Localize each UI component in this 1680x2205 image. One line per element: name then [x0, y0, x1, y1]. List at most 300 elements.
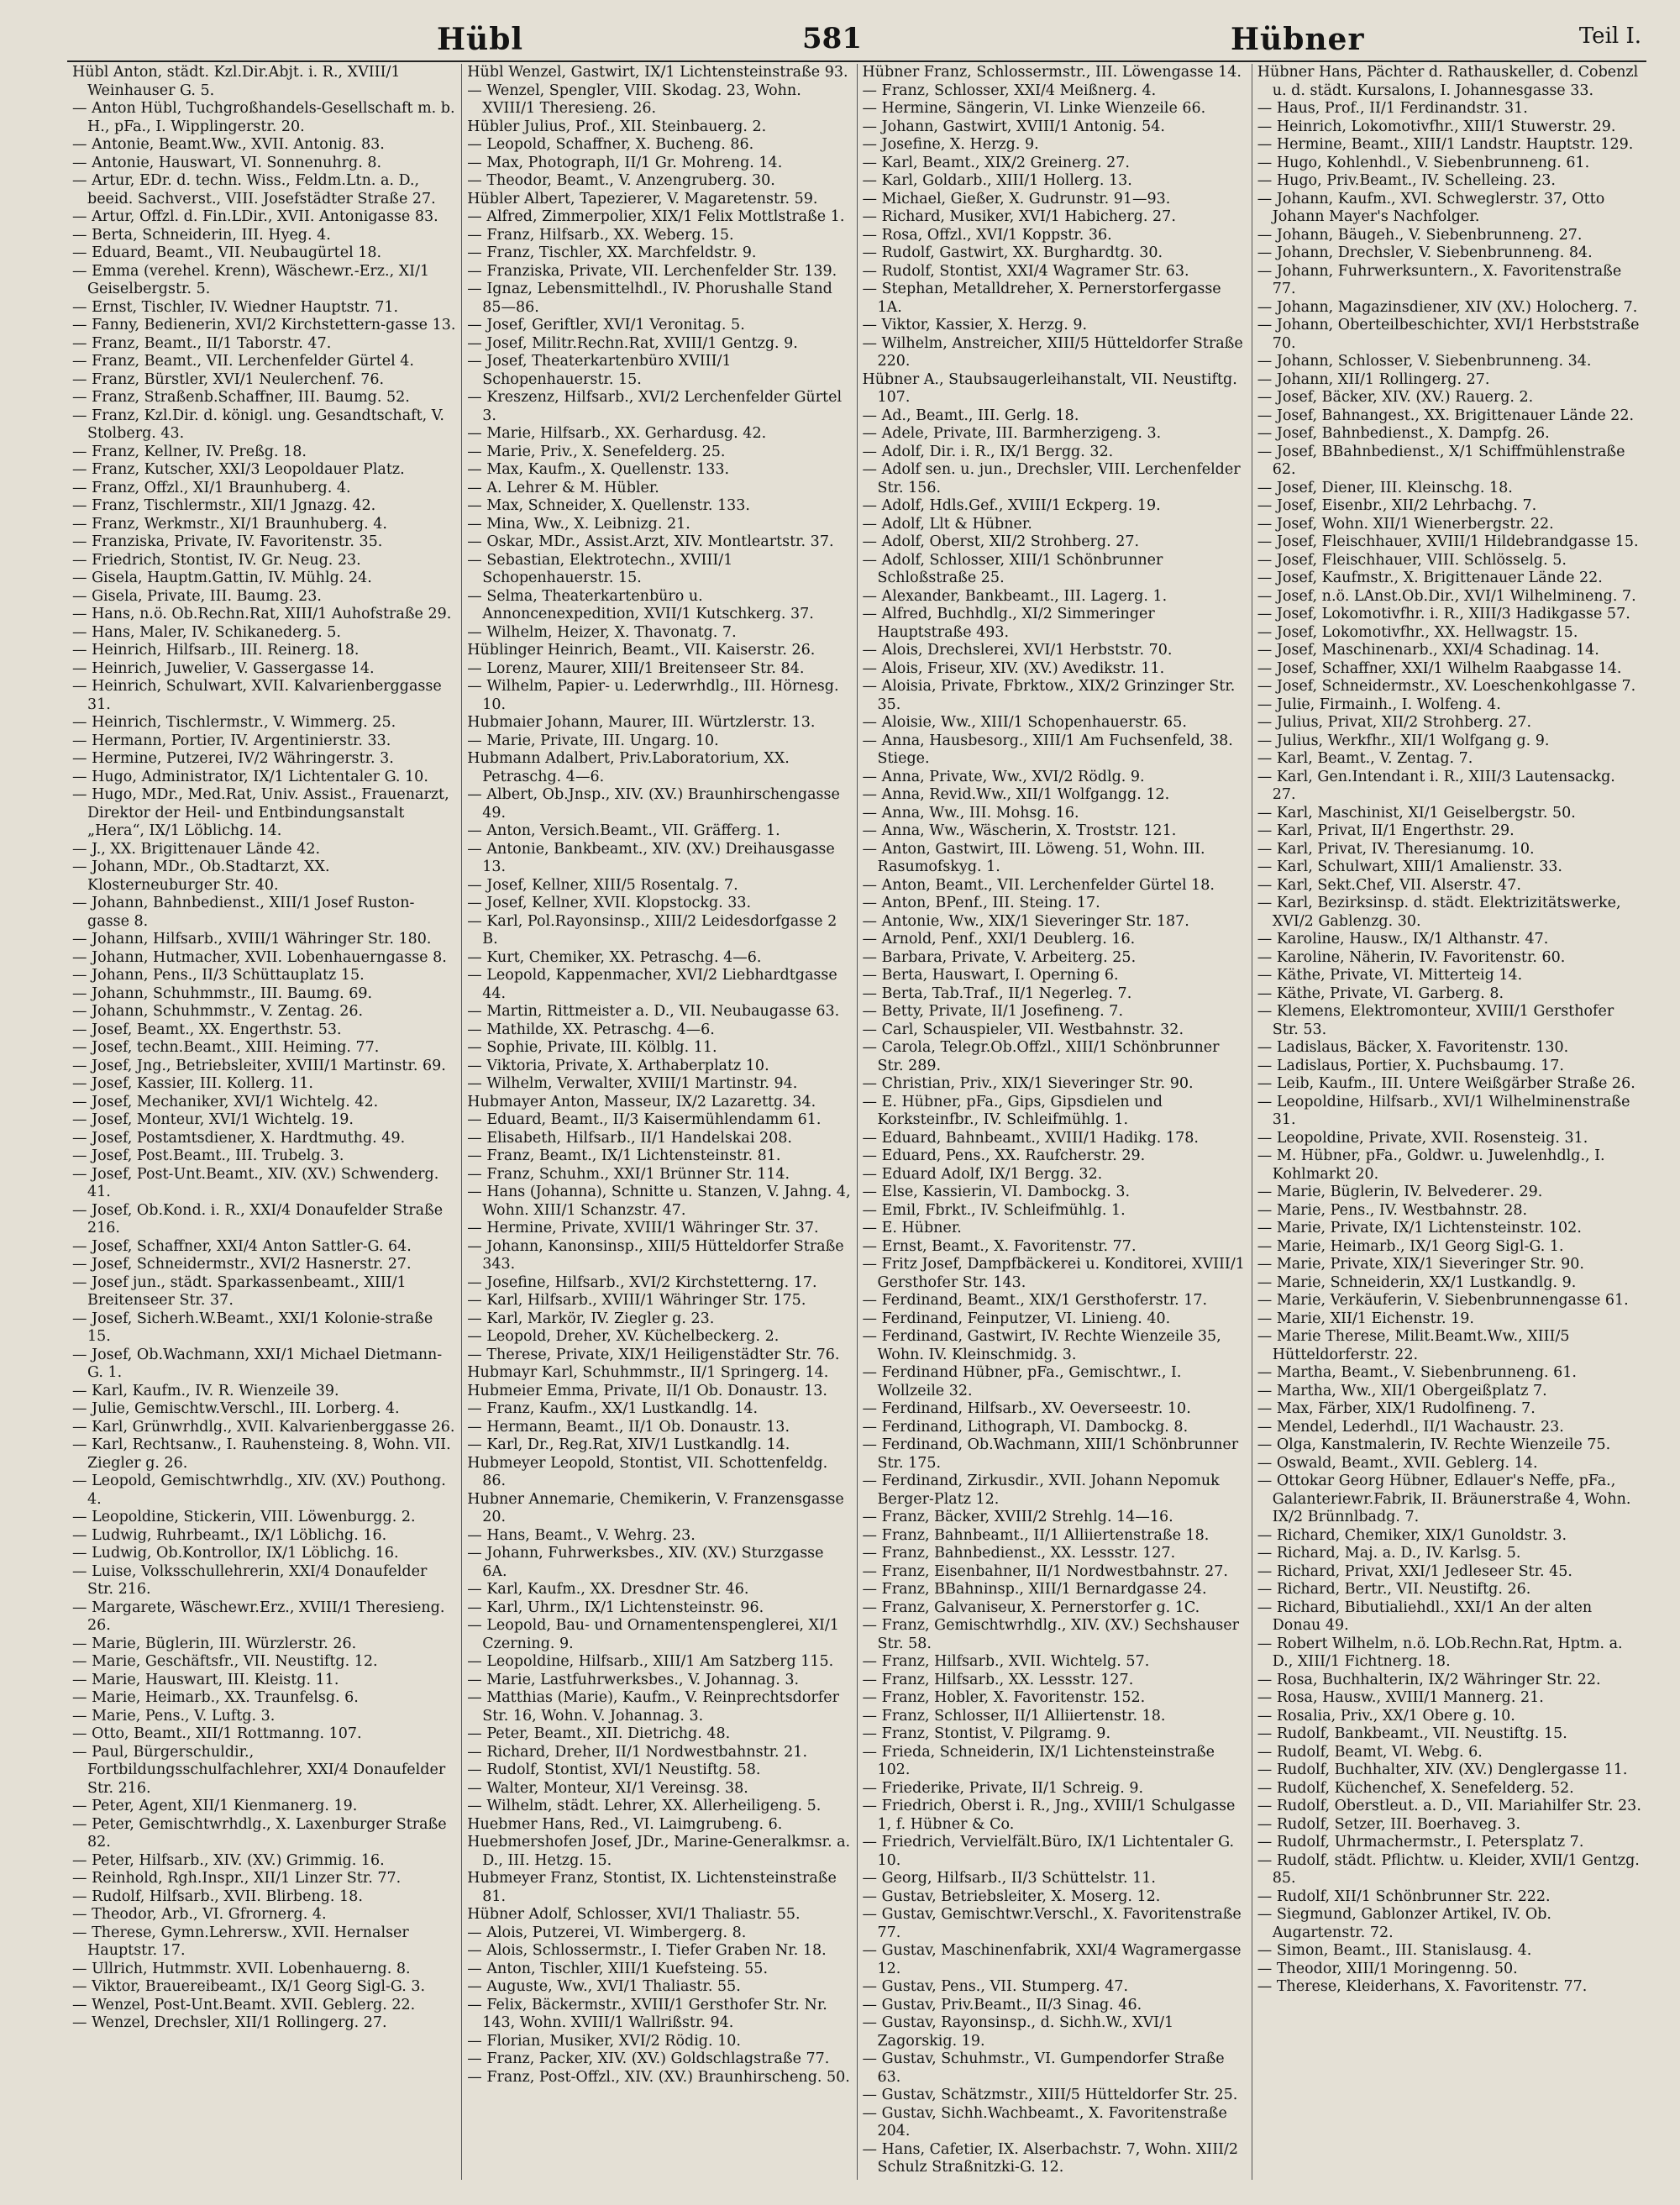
- directory-entry: — Richard, Privat, XXI/1 Jedleseer Str. 45.: [1257, 1562, 1572, 1580]
- directory-entry: — Anton, Tischler, XIII/1 Kuefsteing. 55.: [467, 1960, 769, 1977]
- directory-entry: — Theodor, Arb., VI. Gfrornerg. 4.: [72, 1906, 327, 1923]
- directory-entry: Hüblinger Heinrich, Beamt., VII. Kaiserstr. 26.: [467, 642, 816, 659]
- directory-entry: — Friedrich, Oberst i. R., Jng., XVIII/1 Schulgasse 1, f. Hübner & Co.: [862, 1798, 1236, 1833]
- directory-entry: — Franz, Bahnbedienst., XX. Lessstr. 127.: [862, 1545, 1176, 1562]
- header-part-label: Teil I.: [1578, 24, 1641, 49]
- directory-entry: — Franz, Stontist, V. Pilgramg. 9.: [862, 1725, 1111, 1742]
- directory-entry: — Johann, Gastwirt, XVIII/1 Antonig. 54.: [862, 118, 1165, 135]
- directory-entry: — Margarete, Wäschewr.Erz., XVIII/1 Theresieng. 26.: [72, 1599, 445, 1634]
- directory-entry: Hubmann Adalbert, Priv.Laboratorium, XX. Petraschg. 4—6.: [467, 750, 790, 785]
- directory-entry: — Johann, Pens., II/3 Schüttauplatz 15.: [72, 967, 365, 984]
- directory-entry: — Karl, Privat, II/1 Engerthstr. 29.: [1257, 822, 1515, 839]
- directory-entry: — Adolf sen. u. jun., Drechsler, VIII. Lerchenfelder Str. 156.: [862, 461, 1241, 496]
- directory-entry: — Marie, Verkäuferin, V. Siebenbrunnengasse 61.: [1257, 1292, 1629, 1309]
- directory-entry: — Ludwig, Ob.Kontrollor, IX/1 Löblichg. 16.: [72, 1545, 399, 1562]
- directory-entry: — Betty, Private, II/1 Josefineng. 7.: [862, 1003, 1124, 1020]
- directory-entry: — Leib, Kaufm., III. Untere Weißgärber Straße 26.: [1257, 1075, 1635, 1092]
- directory-entry: — Adolf, Hdls.Gef., XVIII/1 Eckperg. 19.: [862, 497, 1161, 514]
- directory-entry: — Marie, Lastfuhrwerksbes., V. Johannag. 3.: [467, 1671, 800, 1688]
- directory-entry: — Gustav, Priv.Beamt., II/3 Sinag. 46.: [862, 1996, 1142, 2013]
- directory-entry: — Rudolf, Gastwirt, XX. Burghardtg. 30.: [862, 244, 1163, 261]
- directory-entry: Hubmaier Johann, Maurer, III. Würtzlerstr. 13.: [467, 714, 816, 731]
- directory-entry: — Oskar, MDr., Assist.Arzt, XIV. Montleartstr. 37.: [467, 533, 834, 550]
- directory-entry: — Alexander, Bankbeamt., III. Lagerg. 1.: [862, 587, 1168, 605]
- directory-entry: — Berta, Tab.Traf., II/1 Negerleg. 7.: [862, 984, 1132, 1002]
- directory-entry: — Johann, Hutmacher, XVII. Lobenhauerngasse 8.: [72, 948, 447, 966]
- directory-entry: Hübner Franz, Schlossermstr., III. Löwengasse 14.: [862, 64, 1242, 81]
- directory-entry: — Rudolf, Beamt, VI. Webg. 6.: [1257, 1743, 1483, 1761]
- directory-entry: — Auguste, Ww., XVI/1 Thaliastr. 55.: [467, 1978, 741, 1995]
- directory-entry: — Hans (Johanna), Schnitte u. Stanzen, V. Jahng. 4, Wohn. XIII/1 Schanzstr. 47.: [467, 1184, 851, 1219]
- directory-entry: — Emma (verehel. Krenn), Wäschewr.-Erz., XI/1 Geiselbergstr. 5.: [72, 262, 430, 297]
- directory-entry: — Richard, Dreher, II/1 Nordwestbahnstr. 21.: [467, 1743, 808, 1761]
- directory-entry: — Josef, Schneidermstr., XV. Loeschenkohlgasse 7.: [1257, 678, 1636, 695]
- directory-entry: — Anna, Private, Ww., XVI/2 Rödlg. 9.: [862, 768, 1145, 785]
- directory-entry: — Johann, Schuhmmstr., III. Baumg. 69.: [72, 984, 373, 1002]
- directory-entry: — Josef, Schneidermstr., XVI/2 Hasnerstr. 27.: [72, 1256, 412, 1273]
- directory-entry: — Anna, Ww., III. Mohsg. 16.: [862, 804, 1079, 822]
- directory-entry: — Franz, Kutscher, XXI/3 Leopoldauer Platz.: [72, 461, 405, 478]
- directory-entry: — Marie Therese, Milit.Beamt.Ww., XIII/5 Hütteldorferstr. 22.: [1257, 1328, 1570, 1363]
- directory-entry: Huebmer Hans, Red., VI. Laimgrubeng. 6.: [467, 1815, 783, 1833]
- directory-entry: — Josef, Sicherh.W.Beamt., XXI/1 Kolonie-straße 15.: [72, 1310, 433, 1345]
- directory-entry: — Heinrich, Juwelier, V. Gassergasse 14.: [72, 659, 375, 677]
- directory-entry: — J., XX. Brigittenauer Lände 42.: [72, 840, 321, 858]
- directory-entry: — Peter, Gemischtwrhdlg., X. Laxenburger Straße 82.: [72, 1815, 447, 1851]
- directory-entry: — Viktor, Brauereibeamt., IX/1 Georg Sigl-G. 3.: [72, 1978, 426, 1995]
- directory-entry: — Gustav, Gemischtwr.Verschl., X. Favoritenstraße 77.: [862, 1906, 1242, 1941]
- directory-entry: — Josef, Diener, III. Kleinschg. 18.: [1257, 479, 1513, 496]
- directory-entry: — Martin, Rittmeister a. D., VII. Neubaugasse 63.: [467, 1003, 840, 1020]
- directory-entry: — Josef, Wohn. XII/1 Wienerbergstr. 22.: [1257, 515, 1554, 533]
- directory-entry: — Friedrich, Stontist, IV. Gr. Neug. 23.: [72, 551, 361, 569]
- directory-entry: — Franz, Galvaniseur, X. Pernerstorfer g. 1C.: [862, 1599, 1200, 1616]
- directory-entry: — Alfred, Zimmerpolier, XIX/1 Felix Mottlstraße 1.: [467, 208, 845, 225]
- directory-entry: — Johann, Oberteilbeschichter, XVI/1 Herbststraße 70.: [1257, 317, 1640, 352]
- directory-entry: — Josef, Kellner, XIII/5 Rosentalg. 7.: [467, 876, 738, 894]
- directory-entry: — Ferdinand, Ob.Wachmann, XIII/1 Schönbrunner Str. 175.: [862, 1436, 1239, 1472]
- directory-entry: — Johann, Schlosser, V. Siebenbrunneng. 34.: [1257, 353, 1592, 370]
- directory-entry: — Wenzel, Drechsler, XII/1 Rollingerg. 27.: [72, 2014, 387, 2031]
- directory-entry: — Josef, Bahnangest., XX. Brigittenauer Lände 22.: [1257, 407, 1635, 424]
- directory-entry: — Franz, Hilfsarb., XVII. Wichtelg. 57.: [862, 1653, 1150, 1670]
- directory-entry: — Wenzel, Post-Unt.Beamt. XVII. Geblerg. 22.: [72, 1996, 416, 2013]
- directory-entry: — Johann, Schuhmmstr., V. Zentag. 26.: [72, 1003, 364, 1020]
- directory-entry: — Ernst, Tischler, IV. Wiedner Hauptstr. 71.: [72, 298, 399, 316]
- directory-entry: — Karl, Dr., Reg.Rat, XIV/1 Lustkandlg. 14.: [467, 1436, 790, 1453]
- directory-entry: — Kurt, Chemiker, XX. Petraschg. 4—6.: [467, 948, 762, 966]
- directory-entry: — Franz, Schlosser, XXI/4 Meißnerg. 4.: [862, 81, 1157, 99]
- directory-entry: — Eduard, Bahnbeamt., XVIII/1 Hadikg. 178.: [862, 1129, 1199, 1147]
- directory-entry: — Richard, Bertr., VII. Neustiftg. 26.: [1257, 1581, 1531, 1598]
- directory-entry: — Therese, Kleiderhans, X. Favoritenstr. 77.: [1257, 1978, 1588, 1995]
- directory-entry: — Karl, Kaufm., XX. Dresdner Str. 46.: [467, 1581, 749, 1598]
- directory-entry: — Ferdinand, Lithograph, VI. Dambockg. 8.: [862, 1418, 1189, 1436]
- directory-entry: — Franz, Kaufm., XX/1 Lustkandlg. 14.: [467, 1400, 759, 1417]
- directory-entry: — Aloisia, Private, Fbrktow., XIX/2 Grinzinger Str. 35.: [862, 678, 1236, 713]
- directory-entry: — Marie, Pens., V. Luftg. 3.: [72, 1707, 276, 1725]
- directory-entry: — Franz, Hobler, X. Favoritenstr. 152.: [862, 1689, 1146, 1706]
- directory-entry: — Matthias (Marie), Kaufm., V. Reinprechtsdorfer Str. 16, Wohn. V. Johannag. 3.: [467, 1689, 839, 1725]
- directory-entry: — Marie, Geschäftsfr., VII. Neustiftg. 12.: [72, 1653, 378, 1670]
- directory-entry: — Franz, Eisenbahner, II/1 Nordwestbahnstr. 27.: [862, 1562, 1228, 1580]
- directory-entry: — Ferdinand, Feinputzer, VI. Linieng. 40.: [862, 1310, 1171, 1327]
- directory-entry: — Karl, Sekt.Chef, VII. Alserstr. 47.: [1257, 876, 1521, 894]
- directory-entry: — Hugo, Priv.Beamt., IV. Schelleing. 23.: [1257, 172, 1556, 189]
- directory-entry: Hübler Albert, Tapezierer, V. Magaretenstr. 59.: [467, 190, 818, 207]
- directory-entry: — Johann, Kanonsinsp., XIII/5 Hütteldorfer Straße 343.: [467, 1237, 844, 1273]
- directory-entry: — Josef, Post.Beamt., III. Trubelg. 3.: [72, 1147, 344, 1164]
- directory-entry: — Wilhelm, Papier- u. Lederwrhdlg., III. Hörnesg. 10.: [467, 678, 839, 713]
- directory-entry: — Johann, Fuhrwerksuntern., X. Favoritenstraße 77.: [1257, 262, 1622, 297]
- directory-entry: — Josef jun., städt. Sparkassenbeamt., XIII/1 Breitenseer Str. 37.: [72, 1273, 407, 1309]
- directory-entry: — Julie, Gemischtw.Verschl., III. Lorberg. 4.: [72, 1400, 400, 1417]
- header-right-name: Hübner: [1231, 22, 1365, 57]
- directory-entry: — Josef, Militr.Rechn.Rat, XVIII/1 Gentzg. 9.: [467, 334, 798, 352]
- directory-entry: — Josef, Schaffner, XXI/4 Anton Sattler-G. 64.: [72, 1237, 412, 1255]
- directory-entry: — Franz, Beamt., VII. Lerchenfelder Gürtel 4.: [72, 353, 414, 370]
- directory-entry: — Josef, techn.Beamt., XIII. Heiming. 77.: [72, 1039, 380, 1056]
- directory-entry: — Antonie, Beamt.Ww., XVII. Antonig. 83.: [72, 136, 385, 153]
- directory-entry: — Leopoldine, Private, XVII. Rosensteig. 31.: [1257, 1129, 1588, 1147]
- directory-entry: — Hermann, Beamt., II/1 Ob. Donaustr. 13.: [467, 1418, 790, 1436]
- directory-entry: — Hermine, Sängerin, VI. Linke Wienzeile 66.: [862, 100, 1206, 117]
- directory-entry: — Karoline, Näherin, IV. Favoritenstr. 60.: [1257, 948, 1566, 966]
- directory-entry: — Josef, Post-Unt.Beamt., XIV. (XV.) Schwenderg. 41.: [72, 1165, 439, 1200]
- directory-entry: — Fritz Josef, Dampfbäckerei u. Konditorei, XVIII/1 Gersthofer Str. 143.: [862, 1256, 1245, 1291]
- directory-entry: — Leopoldine, Hilfsarb., XIII/1 Am Satzberg 115.: [467, 1653, 834, 1670]
- directory-entry: Hubmayr Karl, Schuhmmstr., II/1 Springerg. 14.: [467, 1364, 829, 1381]
- directory-entry: — Rudolf, Bankbeamt., VII. Neustiftg. 15.: [1257, 1725, 1567, 1742]
- directory-entry: — Richard, Maj. a. D., IV. Karlsg. 5.: [1257, 1545, 1521, 1562]
- directory-entry: — Franz, Bürstler, XVI/1 Neulerchenf. 76.: [72, 370, 385, 388]
- directory-entry: — Marie, XII/1 Eichenstr. 19.: [1257, 1310, 1474, 1327]
- directory-entry: — Richard, Bibutialiehdl., XXI/1 An der alten Donau 49.: [1257, 1599, 1593, 1634]
- directory-entry: — Else, Kassierin, VI. Dambockg. 3.: [862, 1184, 1131, 1200]
- directory-entry: — Berta, Hauswart, I. Operning 6.: [862, 967, 1119, 984]
- directory-entry: — Ad., Beamt., III. Gerlg. 18.: [862, 407, 1079, 424]
- directory-entry: — Franz, Hilfsarb., XX. Weberg. 15.: [467, 226, 734, 244]
- directory-entry: — Friedrich, Vervielfält.Büro, IX/1 Lichtentaler G. 10.: [862, 1834, 1235, 1869]
- directory-entry: — Karl, Hilfsarb., XVIII/1 Währinger Str. 175.: [467, 1292, 806, 1309]
- directory-entry: — Hermine, Putzerei, IV/2 Währingerstr. 3.: [72, 750, 394, 767]
- directory-entry: — Alois, Friseur, XIV. (XV.) Avedikstr. 11.: [862, 659, 1165, 677]
- directory-entry: — Therese, Private, XIX/1 Heiligenstädter Str. 76.: [467, 1346, 840, 1363]
- directory-entry: — Theodor, XIII/1 Moringenng. 50.: [1257, 1960, 1518, 1977]
- directory-entry: Hübler Julius, Prof., XII. Steinbauerg. 2.: [467, 118, 767, 135]
- directory-entry: — Anna, Ww., Wäscherin, X. Troststr. 121.: [862, 822, 1177, 839]
- directory-entry: — Anna, Hausbesorg., XIII/1 Am Fuchsenfeld, 38. Stiege.: [862, 732, 1233, 767]
- directory-entry: — Peter, Hilfsarb., XIV. (XV.) Grimmig. 16.: [72, 1851, 385, 1869]
- directory-entry: — Elisabeth, Hilfsarb., II/1 Handelskai 208.: [467, 1129, 792, 1147]
- directory-entry: — Franz, Gemischtwrhdlg., XIV. (XV.) Sechshauser Str. 58.: [862, 1617, 1240, 1652]
- directory-entry: — Marie, Hilfsarb., XX. Gerhardusg. 42.: [467, 425, 767, 442]
- directory-entry: — Alois, Schlossermstr., I. Tiefer Graben Nr. 18.: [467, 1942, 827, 1959]
- directory-entry: — Ottokar Georg Hübner, Edlauer's Neffe, pFa., Galanteriewr.Fabrik, II. Bräunerstraße 4, Wohn. IX/2 Brünnlbadg. 7.: [1257, 1473, 1631, 1525]
- directory-entry: — Johann, Hilfsarb., XVIII/1 Währinger Str. 180.: [72, 931, 432, 948]
- directory-entry: — Leopold, Gemischtwrhdlg., XIV. (XV.) Pouthong. 4.: [72, 1473, 446, 1508]
- directory-entry: — Max, Schneider, X. Quellenstr. 133.: [467, 497, 750, 514]
- directory-entry: — Karl, Bezirksinsp. d. städt. Elektrizitätswerke, XVI/2 Gablenzg. 30.: [1257, 895, 1621, 930]
- directory-entry: — Eduard, Beamt., II/3 Kaisermühlendamm 61.: [467, 1111, 822, 1128]
- directory-entry: — Rosa, Buchhalterin, IX/2 Währinger Str. 22.: [1257, 1671, 1601, 1688]
- directory-entry: — Peter, Agent, XII/1 Kienmanerg. 19.: [72, 1798, 358, 1814]
- page-number: 581: [802, 22, 862, 55]
- directory-entry: — Franz, BBahninsp., XIII/1 Bernardgasse 24.: [862, 1581, 1207, 1598]
- directory-entry: Hubner Annemarie, Chemikerin, V. Franzensgasse 20.: [467, 1490, 844, 1525]
- directory-entry: — Anton, BPenf., III. Steing. 17.: [862, 895, 1100, 911]
- directory-entry: — Leopold, Bau- und Ornamentenspenglerei, XI/1 Czerning. 9.: [467, 1617, 839, 1652]
- page-header: [67, 18, 1646, 62]
- directory-entry: — Frieda, Schneiderin, IX/1 Lichtensteinstraße 102.: [862, 1743, 1215, 1778]
- directory-entry: — Hermine, Private, XVIII/1 Währinger Str. 37.: [467, 1220, 819, 1236]
- directory-entry: — Ferdinand Hübner, pFa., Gemischtwr., I. Wollzeile 32.: [862, 1364, 1182, 1399]
- directory-entry: — Theodor, Beamt., V. Anzengruberg. 30.: [467, 172, 775, 189]
- directory-entry: — Marie, Priv., X. Senefelderg. 25.: [467, 443, 726, 460]
- directory-entry: — Rudolf, Buchhalter, XIV. (XV.) Denglergasse 11.: [1257, 1761, 1628, 1778]
- directory-entry: — Gustav, Schätzmstr., XIII/5 Hütteldorfer Str. 25.: [862, 2087, 1238, 2103]
- directory-entry: — Karl, Beamt., V. Zentag. 7.: [1257, 750, 1473, 767]
- directory-entry: — Gustav, Rayonsinsp., d. Sichh.W., XVI/1 Zagorskig. 19.: [862, 2014, 1174, 2050]
- directory-entry: — Antonie, Hauswart, VI. Sonnenuhrg. 8.: [72, 154, 382, 171]
- directory-entry: — Therese, Gymn.Lehrersw., XVII. Hernalser Hauptstr. 17.: [72, 1924, 409, 1959]
- directory-entry: — Rosa, Hausw., XVIII/1 Mannerg. 21.: [1257, 1689, 1544, 1706]
- directory-entry: — Johann, Drechsler, V. Siebenbrunneng. 84.: [1257, 244, 1593, 261]
- directory-entry: — Berta, Schneiderin, III. Hyeg. 4.: [72, 226, 331, 244]
- directory-entry: — Gisela, Private, III. Baumg. 23.: [72, 587, 322, 605]
- directory-entry: — Olga, Kanstmalerin, IV. Rechte Wienzeile 75.: [1257, 1436, 1611, 1453]
- column-3: [858, 64, 1252, 2180]
- directory-entry: — Josef, Kellner, XVII. Klopstockg. 33.: [467, 895, 752, 911]
- directory-entry: — Martha, Beamt., V. Siebenbrunneng. 61.: [1257, 1364, 1577, 1381]
- directory-entry: — Gustav, Maschinenfabrik, XXI/4 Wagramergasse 12.: [862, 1942, 1242, 1977]
- directory-entry: — Sebastian, Elektrotechn., XVIII/1 Schopenhauerstr. 15.: [467, 551, 733, 586]
- directory-entry: — Anton, Versich.Beamt., VII. Gräfferg. 1.: [467, 822, 780, 839]
- directory-entry: — Leopold, Dreher, XV. Küchelbeckerg. 2.: [467, 1328, 780, 1345]
- directory-entry: — Franz, Hilfsarb., XX. Lessstr. 127.: [862, 1671, 1134, 1688]
- directory-entry: — Rudolf, Setzer, III. Boerhaveg. 3.: [1257, 1815, 1521, 1833]
- directory-entry: — Ferdinand, Beamt., XIX/1 Gersthoferstr. 17.: [862, 1292, 1208, 1309]
- directory-entry: — Ludwig, Ruhrbeamt., IX/1 Löblichg. 16.: [72, 1526, 387, 1544]
- directory-entry: Hübl Wenzel, Gastwirt, IX/1 Lichtensteinstraße 93.: [467, 64, 848, 81]
- directory-entry: — Adolf, Dir. i. R., IX/1 Bergg. 32.: [862, 443, 1114, 460]
- directory-entry: — Friederike, Private, II/1 Schreig. 9.: [862, 1779, 1144, 1797]
- directory-entry: — Franz, Bäcker, XVIII/2 Strehlg. 14—16.: [862, 1509, 1173, 1525]
- directory-entry: — Ferdinand, Zirkusdir., XVII. Johann Nepomuk Berger-Platz 12.: [862, 1473, 1220, 1508]
- directory-entry: — Peter, Beamt., XII. Dietrichg. 48.: [467, 1725, 731, 1742]
- directory-entry: — Ernst, Beamt., X. Favoritenstr. 77.: [862, 1237, 1137, 1255]
- directory-entry: — Rosa, Offzl., XVI/1 Koppstr. 36.: [862, 226, 1112, 244]
- directory-entry: — Gisela, Hauptm.Gattin, IV. Mühlg. 24.: [72, 570, 372, 586]
- directory-entry: — Josefine, X. Herzg. 9.: [862, 136, 1039, 153]
- directory-entry: — Leopold, Kappenmacher, XVI/2 Liebhardtgasse 44.: [467, 967, 837, 1002]
- directory-entry: — Hermann, Portier, IV. Argentinierstr. 33.: [72, 732, 391, 749]
- directory-entry: — Eduard Adolf, IX/1 Bergg. 32.: [862, 1165, 1103, 1183]
- directory-entry: — Käthe, Private, VI. Mitterteig 14.: [1257, 967, 1523, 984]
- directory-entry: — Martha, Ww., XII/1 Obergeißplatz 7.: [1257, 1382, 1547, 1399]
- directory-entry: — Viktoria, Private, X. Arthaberplatz 10.: [467, 1057, 769, 1074]
- directory-entry: — Richard, Musiker, XVI/1 Habicherg. 27.: [862, 208, 1176, 225]
- directory-entry: — Wilhelm, Heizer, X. Thavonatg. 7.: [467, 623, 737, 641]
- directory-entry: — Felix, Bäckermstr., XVIII/1 Gersthofer Str. Nr. 143, Wohn. XVIII/1 Wallrißstr. 94.: [467, 1996, 827, 2031]
- directory-entry: — Gustav, Schuhmstr., VI. Gumpendorfer Straße 63.: [862, 2050, 1225, 2086]
- directory-entry: — Adolf, Schlosser, XIII/1 Schönbrunner Schloßstraße 25.: [862, 551, 1163, 586]
- directory-entry: — Adele, Private, III. Barmherzigeng. 3.: [862, 425, 1162, 442]
- column-1: [67, 64, 462, 2180]
- directory-entry: — Franz, Schuhm., XXI/1 Brünner Str. 114.: [467, 1165, 790, 1183]
- directory-entry: — Hans, Maler, IV. Schikanederg. 5.: [72, 623, 341, 641]
- directory-entry: — Johann, MDr., Ob.Stadtarzt, XX. Klosterneuburger Str. 40.: [72, 858, 330, 894]
- directory-entry: — Haus, Prof., II/1 Ferdinandstr. 31.: [1257, 100, 1528, 117]
- directory-entry: — Karl, Kaufm., IV. R. Wienzeile 39.: [72, 1382, 339, 1399]
- directory-entry: Hubmeyer Franz, Stontist, IX. Lichtensteinstraße 81.: [467, 1870, 837, 1905]
- directory-entry: — Kreszenz, Hilfsarb., XVI/2 Lerchenfelder Gürtel 3.: [467, 389, 843, 424]
- directory-entry: — Leopoldine, Hilfsarb., XVI/1 Wilhelminenstraße 31.: [1257, 1093, 1630, 1128]
- directory-entry: Hübl Anton, städt. Kzl.Dir.Abjt. i. R., XVIII/1 Weinhauser G. 5.: [72, 64, 401, 99]
- directory-entry: — Anton, Gastwirt, III. Löweng. 51, Wohn. III. Rasumofskyg. 1.: [862, 840, 1205, 875]
- directory-entry: — Josef, Fleischhauer, VIII. Schlösselg. 5.: [1257, 551, 1567, 569]
- directory-entry: — Franz, Straßenb.Schaffner, III. Baumg. 52.: [72, 389, 410, 406]
- directory-entry: — Marie, Private, III. Ungarg. 10.: [467, 732, 719, 749]
- directory-entry: — Karl, Grünwrhdlg., XVII. Kalvarienberggasse 26.: [72, 1418, 455, 1436]
- directory-entry: — Franziska, Private, IV. Favoritenstr. 35.: [72, 533, 383, 550]
- directory-columns: [67, 64, 1646, 2180]
- directory-entry: — Walter, Monteur, XI/1 Vereinsg. 38.: [467, 1779, 748, 1797]
- directory-entry: — Karl, Beamt., XIX/2 Greinerg. 27.: [862, 154, 1130, 171]
- directory-entry: — Carl, Schauspieler, VII. Westbahnstr. 32.: [862, 1021, 1184, 1038]
- directory-entry: — Alfred, Buchhdlg., XI/2 Simmeringer Hauptstraße 493.: [862, 606, 1155, 641]
- directory-entry: — Johann, Bahnbedienst., XIII/1 Josef Ruston-gasse 8.: [72, 895, 415, 930]
- directory-entry: — Franz, Beamt., IX/1 Lichtensteinstr. 81.: [467, 1147, 781, 1164]
- directory-entry: — Franz, Werkmstr., XI/1 Braunhuberg. 4.: [72, 515, 387, 533]
- directory-entry: — Eduard, Pens., XX. Raufcherstr. 29.: [862, 1147, 1146, 1164]
- directory-entry: — Marie, Hauswart, III. Kleistg. 11.: [72, 1671, 339, 1688]
- directory-entry: — Lorenz, Maurer, XIII/1 Breitenseer Str. 84.: [467, 659, 805, 677]
- directory-entry: — Marie, Heimarb., IX/1 Georg Sigl-G. 1.: [1257, 1237, 1564, 1255]
- directory-entry: — Stephan, Metalldreher, X. Pernerstorfergasse 1A.: [862, 281, 1221, 316]
- directory-entry: — Franz, Kellner, IV. Preßg. 18.: [72, 443, 307, 460]
- directory-entry: — Artur, EDr. d. techn. Wiss., Feldm.Ltn. a. D., beeid. Sachverst., VIII. Josefstädter Straße 27.: [72, 172, 436, 207]
- directory-entry: — Christian, Priv., XIX/1 Sieveringer Str. 90.: [862, 1075, 1194, 1092]
- directory-entry: — Luise, Volksschullehrerin, XXI/4 Donaufelder Str. 216.: [72, 1562, 428, 1598]
- directory-entry: — Wilhelm, Anstreicher, XIII/5 Hütteldorfer Straße 220.: [862, 334, 1243, 370]
- directory-entry: — Ignaz, Lebensmittelhdl., IV. Phorushalle Stand 85—86.: [467, 281, 832, 316]
- directory-entry: — Josef, Monteur, XVI/1 Wichtelg. 19.: [72, 1111, 354, 1128]
- directory-entry: — Karl, Maschinist, XI/1 Geiselbergstr. 50.: [1257, 804, 1576, 822]
- directory-entry: — Josef, Ob.Kond. i. R., XXI/4 Donaufelder Straße 216.: [72, 1201, 444, 1236]
- directory-entry: — Artur, Offzl. d. Fin.LDir., XVII. Antonigasse 83.: [72, 208, 438, 225]
- directory-entry: — Rosalia, Priv., XX/1 Obere g. 10.: [1257, 1707, 1515, 1725]
- directory-entry: — Ladislaus, Bäcker, X. Favoritenstr. 130.: [1257, 1039, 1569, 1056]
- directory-entry: — Arnold, Penf., XXI/1 Deublerg. 16.: [862, 931, 1136, 948]
- directory-entry: Huebmershofen Josef, JDr., Marine-Generalkmsr. a. D., III. Hetzg. 15.: [467, 1834, 851, 1869]
- directory-entry: — Wilhelm, städt. Lehrer, XX. Allerheiligeng. 5.: [467, 1798, 822, 1814]
- directory-entry: — Marie, Pens., IV. Westbahnstr. 28.: [1257, 1201, 1528, 1219]
- column-4: [1252, 64, 1646, 2180]
- directory-entry: Hübner Hans, Pächter d. Rathauskeller, d. Cobenzl u. d. städt. Kursalons, I. Johannesgasse 33.: [1257, 64, 1639, 99]
- directory-entry: — Josef, Theaterkartenbüro XVIII/1 Schopenhauerstr. 15.: [467, 353, 732, 388]
- directory-entry: — Ullrich, Hutmmstr. XVII. Lobenhauerng. 8.: [72, 1960, 411, 1977]
- directory-entry: — Josef, Bäcker, XIV. (XV.) Rauerg. 2.: [1257, 389, 1534, 406]
- directory-entry: — Josef, Eisenbr., XII/2 Lehrbachg. 7.: [1257, 497, 1537, 514]
- directory-entry: — Josef, Lokomotivfhr., XX. Hellwagstr. 15.: [1257, 623, 1578, 641]
- directory-entry: — Max, Photograph, II/1 Gr. Mohreng. 14.: [467, 154, 783, 171]
- directory-entry: — Marie, Private, XIX/1 Sieveringer Str. 90.: [1257, 1256, 1584, 1273]
- directory-entry: — Sophie, Private, III. Kölblg. 11.: [467, 1039, 717, 1056]
- directory-entry: — Josef, Kassier, III. Kollerg. 11.: [72, 1075, 313, 1092]
- directory-entry: — Heinrich, Lokomotivfhr., XIII/1 Stuwerstr. 29.: [1257, 118, 1616, 135]
- directory-entry: — Heinrich, Hilfsarb., III. Reinerg. 18.: [72, 642, 360, 659]
- directory-entry: — E. Hübner, pFa., Gips, Gipsdielen und Korksteinfbr., IV. Schleifmühlg. 1.: [862, 1093, 1163, 1128]
- directory-entry: — Ladislaus, Portier, X. Puchsbaumg. 17.: [1257, 1057, 1564, 1074]
- directory-entry: — Marie, Büglerin, IV. Belvederег. 29.: [1257, 1184, 1543, 1200]
- directory-entry: — Rudolf, Hilfsarb., XVII. Blirbeng. 18.: [72, 1887, 363, 1905]
- directory-entry: — Siegmund, Gablonzer Artikel, IV. Ob. Augartenstr. 72.: [1257, 1906, 1551, 1941]
- directory-entry: — Richard, Chemiker, XIX/1 Gunoldstr. 3.: [1257, 1526, 1567, 1544]
- directory-entry: — Johann, XII/1 Rollingerg. 27.: [1257, 370, 1490, 388]
- directory-entry: — M. Hübner, pFa., Goldwr. u. Juwelenhdlg., I. Kohlmarkt 20.: [1257, 1147, 1605, 1183]
- directory-entry: — Josef, Mechaniker, XVI/1 Wichtelg. 42.: [72, 1093, 379, 1110]
- directory-entry: — Gustav, Betriebsleiter, X. Moserg. 12.: [862, 1887, 1161, 1905]
- directory-entry: — Josef, Beamt., XX. Engerthstr. 53.: [72, 1021, 342, 1038]
- directory-entry: — Johann, Magazinsdiener, XIV (XV.) Holocherg. 7.: [1257, 298, 1638, 316]
- directory-entry: — Rudolf, Stontist, XXI/4 Wagramer Str. 63.: [862, 262, 1189, 280]
- directory-entry: — Anton, Beamt., VII. Lerchenfelder Gürtel 18.: [862, 876, 1215, 894]
- directory-entry: — Michael, Gießer, X. Gudrunstr. 91—93.: [862, 190, 1171, 207]
- directory-entry: — Karl, Rechtsanw., I. Rauhensteing. 8, Wohn. VII. Ziegler g. 26.: [72, 1436, 451, 1472]
- directory-entry: — Johann, Bäugeh., V. Siebenbrunneng. 27.: [1257, 226, 1583, 244]
- directory-entry: — Karl, Privat, IV. Theresianumg. 10.: [1257, 840, 1535, 858]
- directory-entry: — Johann, Kaufm., XVI. Schweglerstr. 37, Otto Johann Mayer's Nachfolger.: [1257, 190, 1605, 225]
- directory-entry: — Rudolf, XII/1 Schönbrunner Str. 222.: [1257, 1887, 1551, 1905]
- directory-entry: — Josef, Kaufmstr., X. Brigittenauer Lände 22.: [1257, 570, 1603, 586]
- directory-entry: — Fanny, Bedienerin, XVI/2 Kirchstettern-gasse 13.: [72, 317, 456, 333]
- directory-entry: — Albert, Ob.Jnsp., XIV. (XV.) Braunhirschengasse 49.: [467, 786, 840, 822]
- directory-entry: — Karl, Pol.Rayonsinsp., XIII/2 Leidesdorfgasse 2 B.: [467, 912, 837, 948]
- directory-entry: — Franziska, Private, VII. Lerchenfelder Str. 139.: [467, 262, 837, 280]
- directory-entry: — Max, Färber, XIX/1 Rudolfineng. 7.: [1257, 1400, 1536, 1417]
- directory-entry: — Wenzel, Spengler, VIII. Skodag. 23, Wohn. XVIII/1 Theresieng. 26.: [467, 81, 801, 117]
- directory-entry: — Hugo, Kohlenhdl., V. Siebenbrunneng. 61.: [1257, 154, 1590, 171]
- directory-entry: — Josef, Lokomotivfhr. i. R., XIII/3 Hadikgasse 57.: [1257, 606, 1630, 622]
- directory-entry: — Karl, Goldarb., XIII/1 Hollerg. 13.: [862, 172, 1132, 189]
- directory-entry: — Julius, Privat, XII/2 Strohberg. 27.: [1257, 714, 1532, 731]
- directory-entry: — Karl, Markör, IV. Ziegler g. 23.: [467, 1310, 715, 1327]
- directory-entry: — Hugo, Administrator, IX/1 Lichtentaler G. 10.: [72, 768, 428, 785]
- directory-entry: — Eduard, Beamt., VII. Neubaugürtel 18.: [72, 244, 382, 261]
- directory-entry: — Wilhelm, Verwalter, XVIII/1 Martinstr. 94.: [467, 1075, 798, 1092]
- directory-entry: — Florian, Musiker, XVI/2 Rödig. 10.: [467, 2032, 741, 2050]
- directory-entry: — Leopoldine, Stickerin, VIII. Löwenburgg. 2.: [72, 1509, 416, 1525]
- directory-entry: — A. Lehrer & M. Hübler.: [467, 479, 659, 496]
- directory-entry: — Robert Wilhelm, n.ö. LOb.Rechn.Rat, Hptm. a. D., XIII/1 Fichtnerg. 18.: [1257, 1635, 1623, 1670]
- directory-entry: — Karl, Gen.Intendant i. R., XIII/3 Lautensackg. 27.: [1257, 768, 1615, 803]
- directory-entry: — Marie, Private, IX/1 Lichtensteinstr. 102.: [1257, 1220, 1582, 1236]
- directory-entry: — Mendel, Lederhdl., II/1 Wachaustr. 23.: [1257, 1418, 1564, 1436]
- directory-entry: — Käthe, Private, VI. Garberg. 8.: [1257, 984, 1504, 1002]
- directory-entry: — Josef, Maschinenarb., XXI/4 Schadinag. 14.: [1257, 642, 1599, 659]
- directory-entry: — Carola, Telegr.Ob.Offzl., XIII/1 Schönbrunner Str. 289.: [862, 1039, 1220, 1074]
- directory-entry: — Aloisie, Ww., XIII/1 Schopenhauerstr. 65.: [862, 714, 1187, 731]
- directory-entry: — Gustav, Pens., VII. Stumperg. 47.: [862, 1978, 1129, 1995]
- directory-entry: — Josef, Fleischhauer, XVIII/1 Hildebrandgasse 15.: [1257, 533, 1639, 550]
- directory-entry: — Heinrich, Tischlermstr., V. Wimmerg. 25.: [72, 714, 396, 731]
- directory-entry: — E. Hübner.: [862, 1220, 962, 1236]
- directory-entry: — Paul, Bürgerschuldir., Fortbildungsschulfachlehrer, XXI/4 Donaufelder Str. 216.: [72, 1743, 446, 1797]
- directory-entry: — Oswald, Beamt., XVII. Geblerg. 14.: [1257, 1454, 1538, 1472]
- directory-entry: — Franz, Offzl., XI/1 Braunhuberg. 4.: [72, 479, 351, 496]
- directory-entry: — Hans, Cafetier, IX. Alserbachstr. 7, Wohn. XIII/2 Schulz Straßnitzki-G. 12.: [862, 2140, 1239, 2176]
